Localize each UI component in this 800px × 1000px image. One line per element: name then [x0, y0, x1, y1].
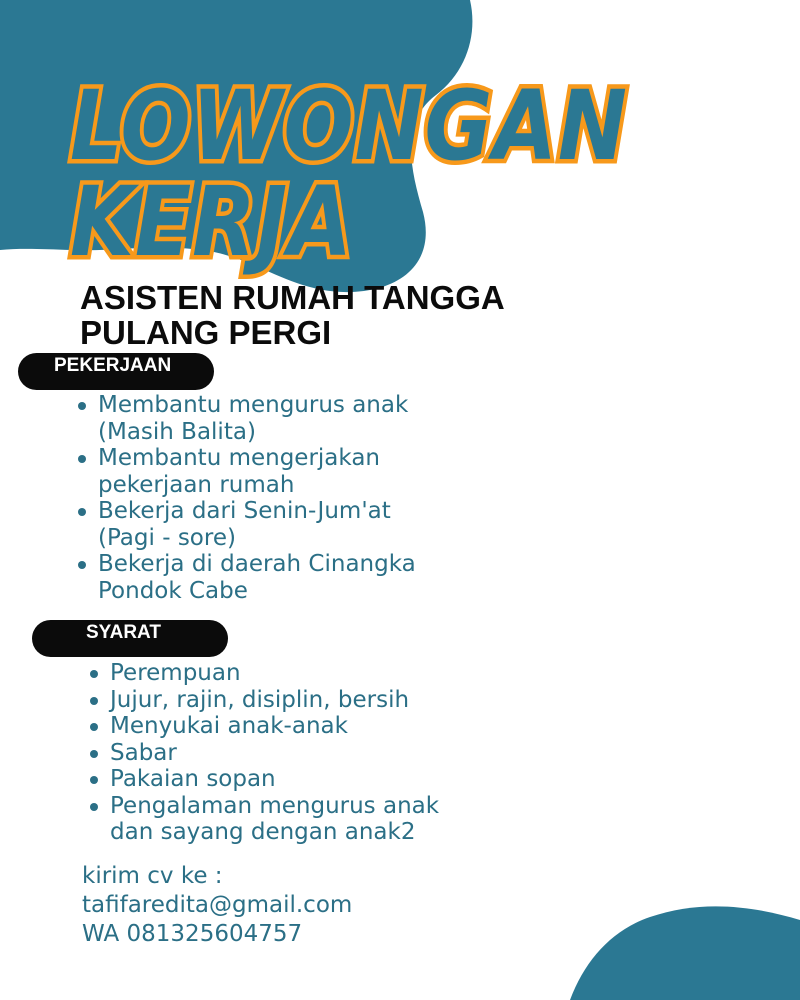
page-title — [70, 70, 628, 278]
list-item — [78, 551, 478, 604]
bullet-icon — [78, 561, 86, 569]
bullet-icon — [90, 803, 98, 811]
bullet-icon — [78, 402, 86, 410]
list-item — [78, 498, 478, 551]
list-item-text: pekerjaan rumah — [98, 471, 295, 498]
bullet-icon — [90, 670, 98, 678]
list-item-text: Pondok Cabe — [98, 577, 248, 604]
bullet-icon — [90, 776, 98, 784]
bullet-icon — [78, 508, 86, 516]
syarat-heading: SYARAT — [86, 622, 161, 643]
list-item-text: Jujur, rajin, disiplin, bersih — [110, 686, 410, 713]
list-item-text: Pakaian sopan — [110, 766, 276, 792]
bullet-icon — [90, 750, 98, 758]
list-item — [78, 445, 478, 498]
bottom-right-blob — [570, 906, 800, 1000]
list-item — [90, 766, 510, 793]
list-item-text: Bekerja dari Senin-Jum'at — [98, 498, 391, 524]
contact-info — [82, 862, 352, 949]
pekerjaan-heading-pill — [18, 353, 214, 390]
list-item-text: (Masih Balita) — [98, 418, 256, 445]
syarat-heading-pill — [32, 620, 228, 657]
pekerjaan-heading: PEKERJAAN — [54, 355, 172, 376]
list-item-text: Membantu mengurus anak — [98, 392, 409, 418]
bullet-icon — [90, 723, 98, 731]
list-item-text: Pengalaman mengurus anak — [110, 792, 440, 819]
syarat-list — [90, 660, 510, 846]
list-item-text: Membantu mengerjakan — [98, 445, 380, 471]
list-item-text: Menyukai anak-anak — [110, 713, 348, 739]
list-item-text: Perempuan — [110, 660, 241, 686]
title-line-1: LOWONGAN — [70, 70, 628, 182]
list-item-text: Bekerja di daerah Cinangka — [98, 551, 416, 577]
list-item — [90, 713, 510, 740]
contact-whatsapp: WA 081325604757 — [82, 921, 303, 947]
list-item — [78, 392, 478, 445]
pekerjaan-list — [78, 392, 478, 604]
job-position-line-1: ASISTEN RUMAH TANGGA — [80, 279, 505, 316]
job-position — [80, 280, 505, 350]
list-item — [90, 687, 510, 714]
bullet-icon — [78, 455, 86, 463]
list-item — [90, 740, 510, 767]
job-position-line-2: PULANG PERGI — [80, 314, 332, 351]
title-line-2: KERJA — [70, 166, 353, 278]
list-item — [90, 660, 510, 687]
contact-email: tafifaredita@gmail.com — [82, 892, 353, 918]
list-item-text: Sabar — [110, 739, 177, 766]
list-item-text: dan sayang dengan anak2 — [110, 819, 416, 845]
list-item-text: (Pagi - sore) — [98, 524, 236, 551]
contact-instruction: kirim cv ke : — [82, 863, 223, 889]
bullet-icon — [90, 697, 98, 705]
list-item — [90, 793, 510, 846]
